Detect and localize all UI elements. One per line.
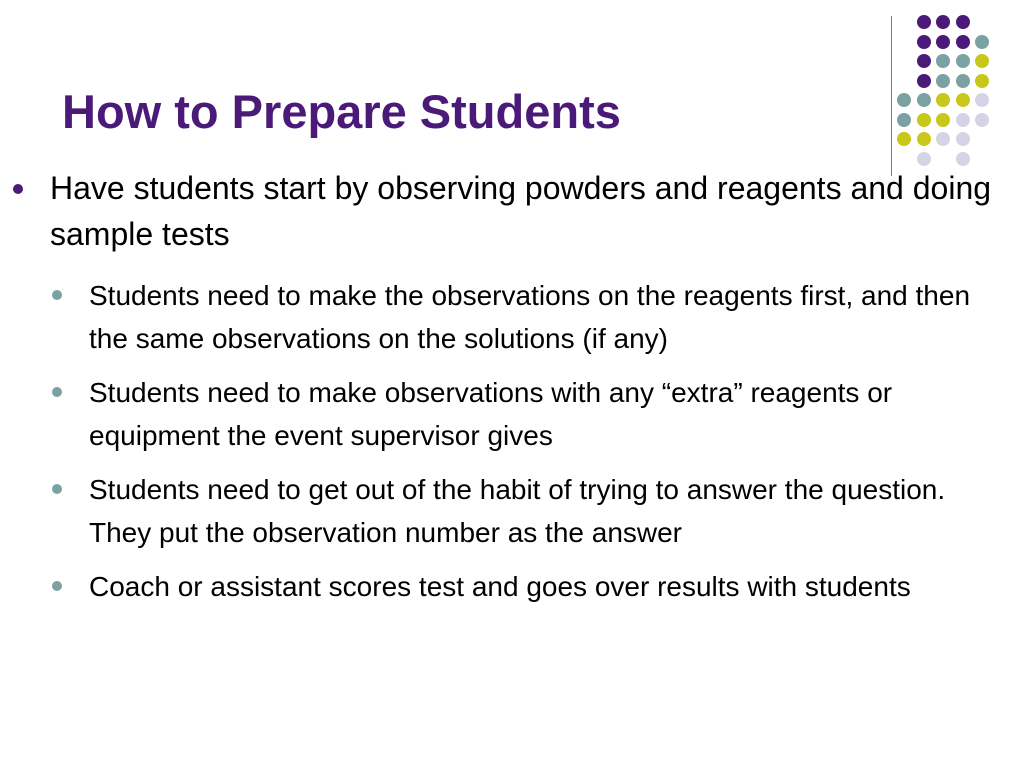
- decorative-dot-icon: [956, 113, 970, 127]
- bullet-text: Have students start by observing powders and reagents and doing sample tests: [50, 170, 992, 252]
- decorative-dot-icon: [956, 15, 970, 29]
- decorative-dot-icon: [917, 152, 931, 166]
- decorative-dot-icon: [975, 54, 989, 68]
- decorative-dot-icon: [936, 113, 950, 127]
- sub-bullet-text: Coach or assistant scores test and goes over results with students: [89, 571, 911, 602]
- decorative-dot-icon: [897, 132, 911, 146]
- decorative-dot-icon: [936, 54, 950, 68]
- decorative-dot-icon: [975, 35, 989, 49]
- decorative-dot-icon: [917, 113, 931, 127]
- bullet-list: [0, 165, 1000, 257]
- decorative-dot-icon: [917, 93, 931, 107]
- slide-title: How to Prepare Students: [62, 85, 621, 138]
- decorative-dot-icon: [897, 93, 911, 107]
- decorative-dot-icon: [936, 35, 950, 49]
- decorative-dot-icon: [917, 132, 931, 146]
- sub-bullet-item: [0, 371, 1000, 457]
- decorative-dot-icon: [936, 93, 950, 107]
- decorative-vertical-line: [891, 16, 892, 176]
- sub-bullet-item: [0, 468, 1000, 554]
- decorative-dot-icon: [917, 15, 931, 29]
- decorative-dot-icon: [917, 74, 931, 88]
- sub-bullet-marker-icon: [52, 484, 62, 494]
- sub-bullet-item: [0, 274, 1000, 360]
- decorative-dot-icon: [956, 54, 970, 68]
- decorative-dot-icon: [936, 132, 950, 146]
- decorative-dot-icon: [917, 54, 931, 68]
- sub-bullet-text: Students need to get out of the habit of trying to answer the question. They put the observation number as the answer: [89, 474, 946, 548]
- sub-bullet-marker-icon: [52, 581, 62, 591]
- bullet-marker-icon: [13, 184, 23, 194]
- decorative-dot-icon: [956, 93, 970, 107]
- decorative-dot-icon: [956, 132, 970, 146]
- decorative-dot-icon: [956, 152, 970, 166]
- decorative-dot-icon: [975, 93, 989, 107]
- decorative-dot-icon: [956, 74, 970, 88]
- decorative-dot-icon: [897, 113, 911, 127]
- sub-bullet-list: [0, 274, 1000, 619]
- decorative-dot-icon: [975, 113, 989, 127]
- decorative-dot-icon: [956, 35, 970, 49]
- sub-bullet-marker-icon: [52, 290, 62, 300]
- sub-bullet-marker-icon: [52, 387, 62, 397]
- decorative-dot-icon: [936, 74, 950, 88]
- sub-bullet-text: Students need to make observations with any “extra” reagents or equipment the event supervisor gives: [89, 377, 893, 451]
- decorative-dot-icon: [975, 74, 989, 88]
- sub-bullet-item: [0, 565, 1000, 608]
- decorative-dot-icon: [917, 35, 931, 49]
- decorative-dot-icon: [936, 15, 950, 29]
- sub-bullet-text: Students need to make the observations on the reagents first, and then the same observations on the solutions (if any): [89, 280, 971, 354]
- bullet-item: [0, 165, 1000, 257]
